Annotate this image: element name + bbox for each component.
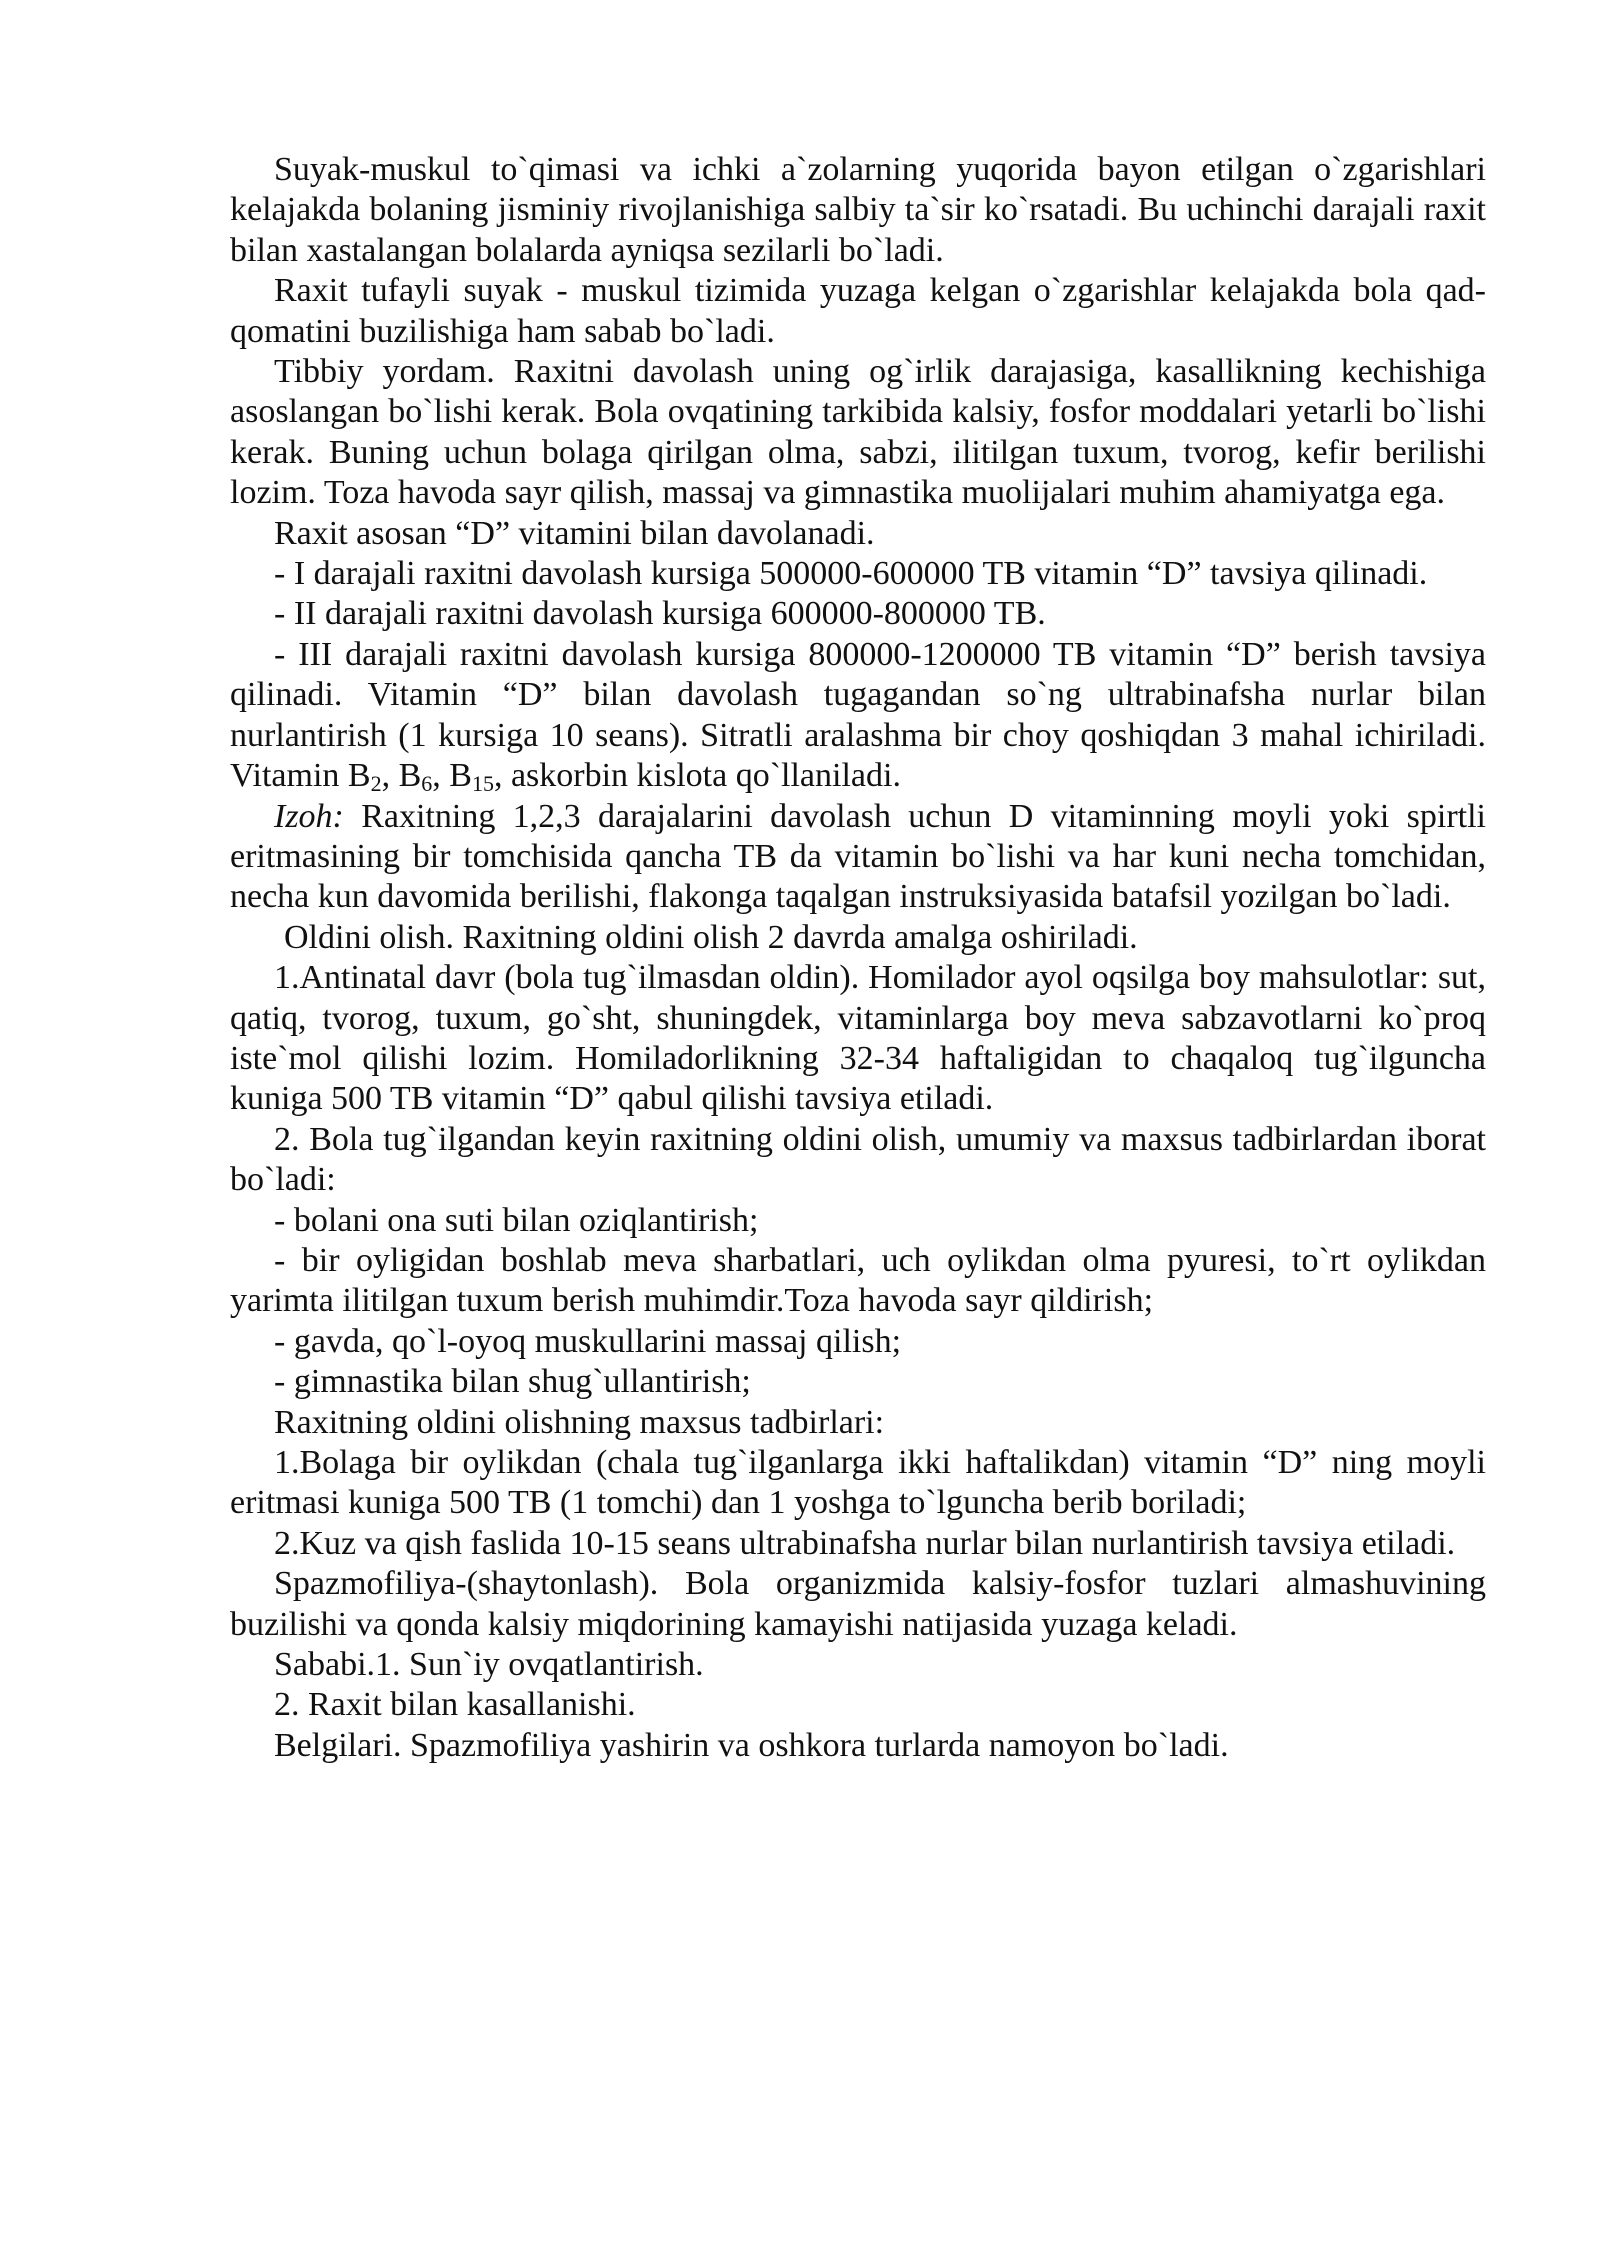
paragraph-10: 1.Antinatal davr (bola tug`ilmasdan oldin). Homilador ayol oqsilga boy mahsulotlar: sut, qatiq, tvorog, tuxum, go`sht, shuningdek, vitaminlarga boy meva sabzavotlarni ko`proq iste`mol qilishi lozim. Homiladorlikning 32-34 haftaligidan to chaqaloq tug`ilguncha kuniga 500 TB vitamin “D” qabul qilishi tavsiya etiladi.: [230, 959, 1486, 1118]
paragraph-7-text-d: , askorbin kislota qo`llaniladi.: [493, 757, 901, 795]
subscript-6: 6: [421, 771, 433, 797]
paragraph-5: - I darajali raxitni davolash kursiga 500000-600000 TB vitamin “D” tavsiya qilinadi.: [274, 555, 1428, 593]
paragraph-2: Raxit tufayli suyak - muskul tizimida yuzaga kelgan o`zgarishlar kelajakda bola qad-qomatini buzilishiga ham sabab bo`ladi.: [230, 272, 1486, 350]
paragraph-19: Spazmofiliya-(shaytonlash). Bola organizmida kalsiy-fosfor tuzlari almashuvining buzilishi va qonda kalsiy miqdorining kamayishi natijasida yuzaga keladi.: [230, 1565, 1486, 1643]
paragraph-7-text-b: , B: [381, 757, 422, 795]
paragraph-16: Raxitning oldini olishning maxsus tadbirlari:: [274, 1403, 885, 1441]
paragraph-13: - bir oyligidan boshlab meva sharbatlari, uch oylikdan olma pyuresi, to`rt oylikdan yarimta ilitilgan tuxum berish muhimdir.Toza havoda sayr qildirish;: [230, 1241, 1486, 1320]
note-label: Izoh:: [274, 797, 344, 835]
paragraph-21: 2. Raxit bilan kasallanishi.: [274, 1686, 636, 1724]
paragraph-4: Raxit asosan “D” vitamini bilan davolanadi.: [274, 514, 875, 552]
paragraph-17: 1.Bolaga bir oylikdan (chala tug`ilganlarga ikki haftalikdan) vitamin “D” ning moyli eritmasi kuniga 500 TB (1 tomchi) dan 1 yoshga to`lguncha berib boriladi;: [230, 1444, 1486, 1522]
paragraph-6: - II darajali raxitni davolash kursiga 600000-800000 TB.: [274, 595, 1046, 633]
paragraph-22: Belgilari. Spazmofiliya yashirin va oshkora turlarda namoyon bo`ladi.: [274, 1726, 1229, 1764]
subscript-2: 2: [370, 771, 382, 797]
paragraph-1: Suyak-muskul to`qimasi va ichki a`zolarning yuqorida bayon etilgan o`zgarishlari kelajakda bolaning jisminiy rivojlanishiga salbiy ta`sir ko`rsatadi. Bu uchinchi darajali raxit bilan xastalangan bolalarda ayniqsa sezilarli bo`ladi.: [230, 151, 1486, 269]
paragraph-7-text-c: , B: [432, 757, 472, 795]
paragraph-11: 2. Bola tug`ilgandan keyin raxitning oldini olish, umumiy va maxsus tadbirlardan iborat bo`ladi:: [230, 1120, 1486, 1199]
paragraph-20: Sababi.1. Sun`iy ovqatlantirish.: [274, 1646, 704, 1684]
paragraph-14: - gavda, qo`l-oyoq muskullarini massaj qilish;: [274, 1322, 902, 1360]
paragraph-3: Tibbiy yordam. Raxitni davolash uning og`irlik darajasiga, kasallikning kechishiga asoslangan bo`lishi kerak. Bola ovqatining tarkibida kalsiy, fosfor moddalari yetarli bo`lishi kerak. Buning uchun bolaga qirilgan olma, sabzi, ilitilgan tuxum, tvorog, kefir berilishi lozim. Toza havoda sayr qilish, massaj va gimnastika muolijalari muhim ahamiyatga ega.: [230, 353, 1486, 512]
paragraph-7-text-a: - III darajali raxitni davolash kursiga 800000-1200000 TB vitamin “D” berish tavsiya qilinadi. Vitamin “D” bilan davolash tugagandan so`ng ultrabinafsha nurlar bilan nurlantirish (1 kursiga 10 seans). Sitratli aralashma bir choy qoshiqdan 3 mahal ichiriladi. Vitamin B: [230, 635, 1486, 795]
paragraph-8: [230, 797, 1486, 918]
paragraph-12: - bolani ona suti bilan oziqlantirish;: [274, 1201, 759, 1239]
paragraph-8-text: Raxitning 1,2,3 darajalarini davolash uchun D vitaminning moyli yoki spirtli eritmasining bir tomchisida qancha TB da vitamin bo`lishi va har kuni necha tomchidan, necha kun davomida berilishi, flakonga taqalgan instruksiyasida batafsil yozilgan bo`ladi.: [230, 797, 1486, 916]
paragraph-7: [230, 635, 1486, 797]
paragraph-9: Oldini olish. Raxitning oldini olish 2 davrda amalga oshiriladi.: [284, 918, 1138, 956]
document-page: [230, 150, 1486, 1766]
paragraph-15: - gimnastika bilan shug`ullantirish;: [274, 1363, 751, 1401]
paragraph-18: 2.Kuz va qish faslida 10-15 seans ultrabinafsha nurlar bilan nurlantirish tavsiya etiladi.: [274, 1524, 1456, 1562]
subscript-15: 15: [471, 771, 494, 797]
